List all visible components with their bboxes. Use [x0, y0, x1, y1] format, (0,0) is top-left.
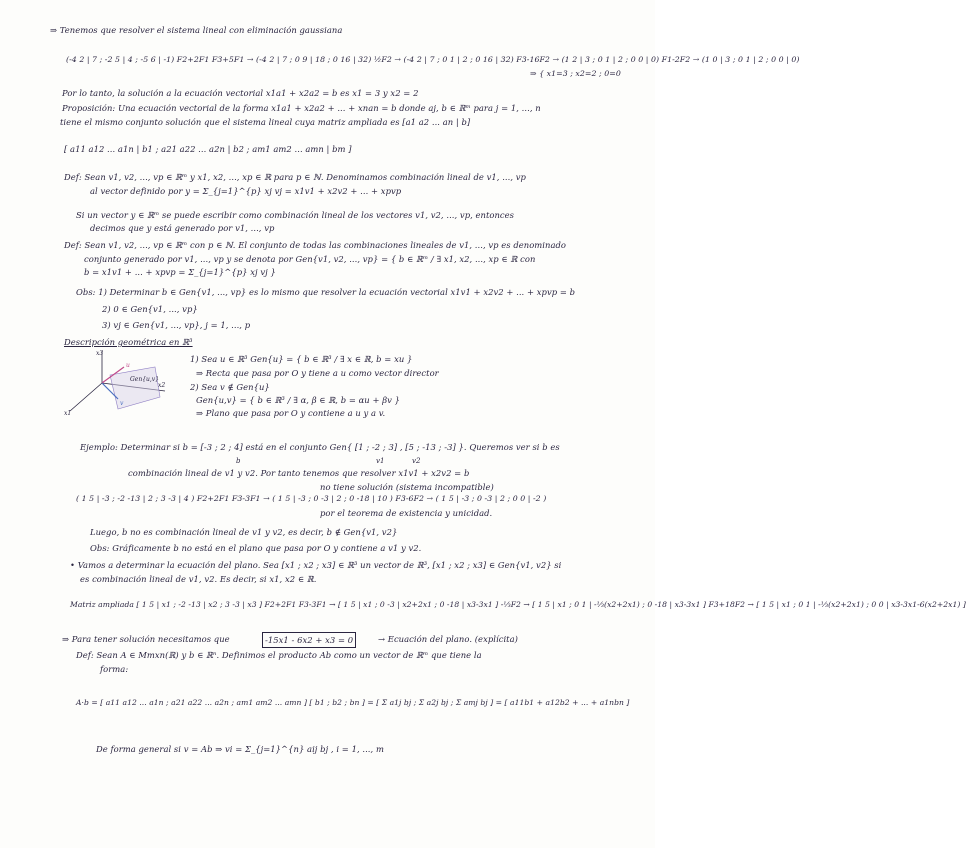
remark-text: Si un vector y ∈ ℝᵐ se puede escribir como combinación lineal de los vectores v1, v2, ..., vp, entonces: [76, 210, 515, 220]
conclusion-text: Por lo tanto, la solución a la ecuación vectorial x1a1 + x2a2 = b es x1 = 3 y x2 = 2: [62, 88, 419, 98]
note-line: [0, 23, 655, 37]
example-text: Ejemplo: Determinar si b = [-3 ; 2 ; 4] está en el conjunto Gen{ [1 ; -2 ; 3] , [5 ; -13 ; -3] }. Queremos ver si b es: [80, 442, 560, 452]
definition-text: Def: Sean v1, v2, ..., vp ∈ ℝᵐ y x1, x2, ..., xp ∈ ℝ para p ∈ ℕ. Denominamos combinación lineal de v1, ..., vp: [64, 172, 526, 182]
gauss-reduction: ( 1 5 | -3 ; -2 -13 | 2 ; 3 -3 | 4 ) F2+2F1 F3-3F1 → ( 1 5 | -3 ; 0 -3 | 2 ; 0 -18 | 10 ) F3-6F2 → ( 1 5 | -3 ; 0 -3 | 2 ; 0 0 | -2 ): [76, 494, 547, 503]
note-line: [0, 142, 655, 156]
geometry-text: Gen{u,v} = { b ∈ ℝ³ / ∃ α, β ∈ ℝ, b = αu + βv }: [196, 395, 401, 405]
augmented-reduction: Matriz ampliada [ 1 5 | x1 ; -2 -13 | x2 ; 3 -3 | x3 ] F2+2F1 F3-3F1 → [ 1 5 | x1 ; 0 -3 | x2+2x1 ; 0 -18 | x3-3x1 ] -⅓F2 → [ 1 5 | x1 ; 0 1 | -⅓(x2+2x1) ; 0 -18 | x3-3x1 ] F3+18F2 → [ 1 5 | x1 ; 0 1 | -⅓(x2+2x1) ; 0 0 | x3-3x1-6(x2+2x1) ]: [70, 600, 966, 609]
gauss-reduction: (-4 2 | 7 ; -2 5 | 4 ; -5 6 | -1) F2+2F1 F3+5F1 → (-4 2 | 7 ; 0 9 | 18 ; 0 16 | 32) ½F2 → (-4 2 | 7 ; 0 1 | 2 ; 0 16 | 32) F3-16F2 → (1 2 | 3 ; 0 1 | 2 ; 0 0 | 0) F1-2F2 → (1 0 | 3 ; 0 1 | 2 ; 0 0 | 0): [66, 55, 800, 64]
note-line: [0, 208, 655, 222]
note-line: [0, 742, 655, 756]
note-line: [0, 440, 655, 454]
x2-label: x2: [158, 382, 166, 389]
geometry-text: 2) Sea v ∉ Gen{u}: [190, 382, 270, 392]
augmented-matrix: [ a11 a12 ... a1n | b1 ; a21 a22 ... a2n | b2 ; am1 am2 ... amn | bm ]: [64, 144, 352, 154]
note-line: [0, 696, 655, 710]
geometry-text: ⇒ Recta que pasa por O y tiene a u como vector director: [196, 368, 439, 378]
note-line: [0, 648, 655, 662]
proposition-text: Proposición: Una ecuación vectorial de la forma x1a1 + x2a2 + ... + xnan = b donde aj, b ∈ ℝᵐ para j = 1, ..., n: [62, 103, 541, 113]
definition-text: Def: Sean A ∈ Mmxn(ℝ) y b ∈ ℝⁿ. Definimos el producto Ab como un vector de ℝᵐ que tiene la: [76, 650, 482, 660]
section-title: Descripción geométrica en ℝ³: [64, 337, 193, 347]
intro-text: ⇒ Tenemos que resolver el sistema lineal con eliminación gaussiana: [50, 25, 343, 35]
note-line: [0, 221, 655, 235]
note-line: [0, 285, 655, 299]
note-line: [0, 525, 655, 539]
note-line: [0, 238, 655, 252]
example-text: combinación lineal de v1 y v2. Por tanto tenemos que resolver x1v1 + x2v2 = b: [128, 468, 470, 478]
note-line: [0, 101, 655, 115]
observation-text: Obs: 1) Determinar b ∈ Gen{v1, ..., vp} es lo mismo que resolver la ecuación vectorial x1v1 + x2v2 + ... + xpvp = b: [76, 287, 576, 297]
definition-text: conjunto generado por v1, ..., vp y se denota por Gen{v1, v2, ..., vp} = { b ∈ ℝᵐ / ∃ x1, x2, ..., xp ∈ ℝ con: [84, 254, 536, 264]
observation-text: Obs: Gráficamente b no está en el plano que pasa por O y contiene a v1 y v2.: [90, 543, 422, 553]
v1-label: v1: [376, 457, 385, 465]
note-line: [0, 115, 655, 129]
note-line: [0, 265, 655, 279]
note-line: [0, 506, 655, 520]
note-line: [0, 598, 966, 612]
conclusion-text: Luego, b no es combinación lineal de v1 y v2, es decir, b ∉ Gen{v1, v2}: [90, 527, 398, 537]
matrix-product: A·b = [ a11 a12 ... a1n ; a21 a22 ... a2n ; am1 am2 ... amn ] [ b1 ; b2 ; bn ] = [ Σ a1j bj ; Σ a2j bj ; Σ amj bj ] = [ a11b1 + a12b2 + ... + a1nbn ]: [76, 698, 630, 707]
note-line: [0, 492, 655, 506]
geometry-text: ⇒ Plano que pasa por O y contiene a u y a v.: [196, 408, 386, 418]
note-line: [0, 406, 655, 420]
note-line: [0, 380, 655, 394]
proposition-text: tiene el mismo conjunto solución que el sistema lineal cuya matriz ampliada es [a1 a2 ... an | b]: [60, 117, 471, 127]
note-line: [0, 318, 655, 332]
note-line: [0, 366, 655, 380]
note-line: [0, 352, 655, 366]
incompatible-text: no tiene solución (sistema incompatible): [320, 482, 494, 492]
solution-system: ⇒ { x1=3 ; x2=2 ; 0=0: [530, 69, 621, 78]
note-line: [0, 302, 655, 316]
definition-text: b = x1v1 + ... + xpvp = Σ_{j=1}^{p} xj vj }: [84, 267, 276, 277]
note-line: [0, 170, 655, 184]
remark-text: decimos que y está generado por v1, ..., vp: [90, 223, 275, 233]
note-line: [0, 86, 655, 100]
note-line: [0, 541, 655, 555]
note-line: [0, 662, 655, 676]
general-formula: De forma general si v = Ab ⇒ vi = Σ_{j=1}^{n} aij bj , i = 1, ..., m: [96, 744, 384, 754]
x1-label: x1: [64, 410, 72, 417]
note-line: [0, 184, 655, 198]
v-label: v: [120, 400, 124, 407]
observation-text: 3) vj ∈ Gen{v1, ..., vp}, j = 1, ..., p: [102, 320, 251, 330]
note-line: [0, 393, 655, 407]
note-line: [0, 53, 800, 67]
note-line: [0, 558, 655, 572]
condition-text: → Ecuación del plano. (explícita): [378, 634, 518, 644]
x3-label: x3: [96, 350, 104, 357]
u-label: u: [126, 362, 130, 369]
note-line: [0, 252, 655, 266]
observation-text: 2) 0 ∈ Gen{v1, ..., vp}: [102, 304, 198, 314]
note-line: [0, 480, 655, 494]
b-label: b: [236, 457, 241, 465]
note-line: [0, 466, 655, 480]
note-line: [0, 632, 655, 646]
note-line: [0, 572, 655, 586]
plane-text: es combinación lineal de v1, v2. Es decir, si x1, x2 ∈ ℝ.: [80, 574, 317, 584]
definition-text: al vector definido por y = Σ_{j=1}^{p} xj vj = x1v1 + x2v2 + ... + xpvp: [90, 186, 402, 196]
geometry-text: 1) Sea u ∈ ℝ³ Gen{u} = { b ∈ ℝ³ / ∃ x ∈ ℝ, b = xu }: [190, 354, 413, 364]
plane-equation: -15x1 - 6x2 + x3 = 0: [262, 632, 356, 648]
incompatible-text: por el teorema de existencia y unicidad.: [320, 508, 493, 518]
definition-text: forma:: [100, 664, 129, 674]
plane-text: • Vamos a determinar la ecuación del plano. Sea [x1 ; x2 ; x3] ∈ ℝ³ un vector de ℝ³, [x1 ; x2 ; x3] ∈ Gen{v1, v2} si: [70, 560, 562, 570]
v2-label: v2: [412, 457, 421, 465]
definition-text: Def: Sean v1, v2, ..., vp ∈ ℝᵐ con p ∈ ℕ. El conjunto de todas las combinaciones lineales de v1, ..., vp es denominado: [64, 240, 566, 250]
condition-text: ⇒ Para tener solución necesitamos que: [62, 634, 230, 644]
note-line: [0, 67, 655, 81]
gen-label: Gen{u,v}: [130, 376, 160, 383]
